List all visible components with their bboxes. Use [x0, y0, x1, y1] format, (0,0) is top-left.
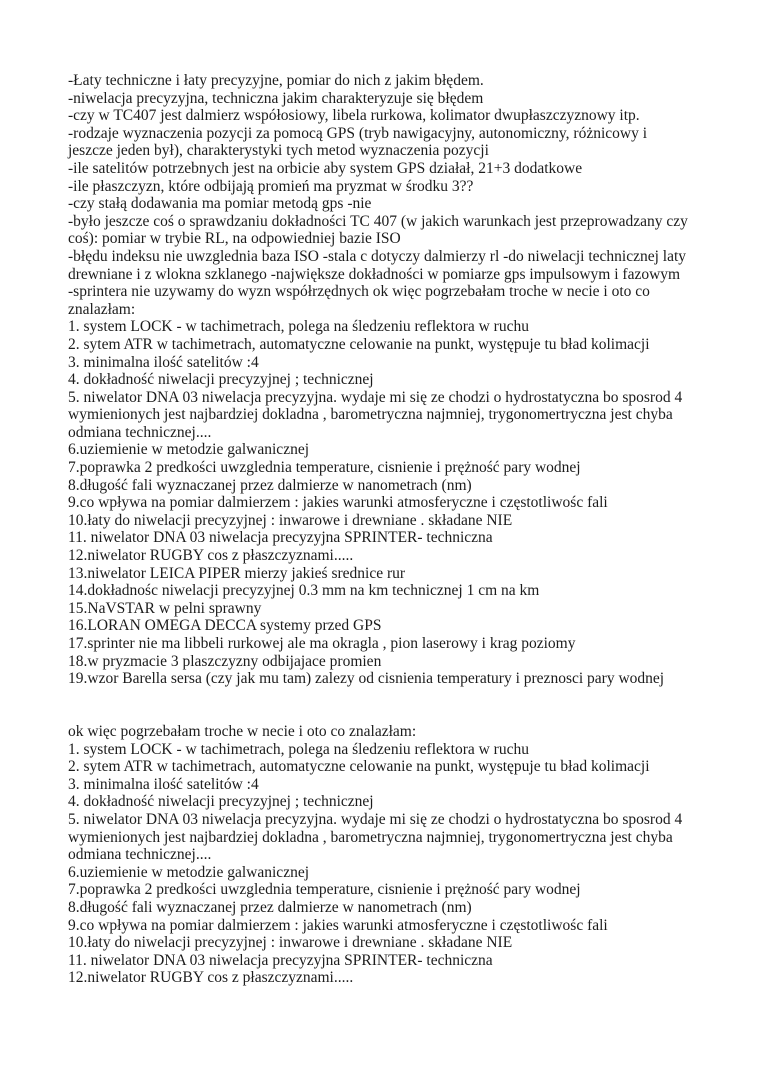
document-line: 16.LORAN OMEGA DECCA systemy przed GPS — [68, 617, 382, 635]
document-line: -ile satelitów potrzebnych jest na orbicie aby system GPS działał, 21+3 dodatkowe — [68, 159, 583, 177]
document-line: -Łaty techniczne i łaty precyzyjne, pomiar do nich z jakim błędem. — [68, 72, 484, 89]
document-line: coś): pomiar w trybie RL, na odpowiedniej bazie ISO — [68, 230, 401, 248]
document-line: 7.poprawka 2 predkości uwzglednia temperature, cisnienie i prężność pary wodnej — [68, 881, 581, 899]
document-line: 8.długość fali wyznaczanej przez dalmierze w nanometrach (nm) — [68, 476, 472, 494]
document-line: 7.poprawka 2 predkości uwzglednia temperature, cisnienie i prężność pary wodnej — [68, 459, 581, 477]
document-line: 3. minimalna ilość satelitów :4 — [68, 775, 259, 793]
document-line: drewniane i z wlokna szklanego -największe dokładności w pomiarze gps impulsowym i fazowym — [68, 265, 681, 283]
document-line: -czy stałą dodawania ma pomiar metodą gps -nie — [68, 195, 372, 213]
document-line: 10.łaty do niwelacji precyzyjnej : inwarowe i drewniane . składane NIE — [68, 511, 513, 529]
document-line: 10.łaty do niwelacji precyzyjnej : inwarowe i drewniane . składane NIE — [68, 934, 513, 952]
notes-block-2 — [68, 723, 718, 987]
document-line: 12.niwelator RUGBY cos z płaszczyznami..... — [68, 969, 354, 987]
document-line: -błędu indeksu nie uwzglednia baza ISO -stala c dotyczy dalmierzy rl -do niwelacji technicznej laty — [68, 247, 687, 265]
document-line: 15.NaVSTAR w pelni sprawny — [68, 599, 262, 617]
document-line: 14.dokładnośc niwelacji precyzyjnej 0.3 mm na km technicznej 1 cm na km — [68, 582, 540, 600]
document-line: jeszcze jeden był), charakterystyki tych metod wyznaczenia pozycji — [68, 142, 489, 160]
document-line: wymienionych jest najbardziej dokladna , barometryczna najmniej, trygonomertryczna jest chyba — [68, 828, 673, 846]
document-line: 3. minimalna ilość satelitów :4 — [68, 353, 259, 371]
document-line: 1. system LOCK - w tachimetrach, polega na śledzeniu reflektora w ruchu — [68, 318, 529, 336]
document-line: 4. dokładność niwelacji precyzyjnej ; technicznej — [68, 371, 374, 389]
document-line: 11. niwelator DNA 03 niwelacja precyzyjna SPRINTER- techniczna — [68, 529, 493, 547]
document-line: 18.w pryzmacie 3 plaszczyzny odbijajace promien — [68, 652, 382, 670]
document-line: 13.niwelator LEICA PIPER mierzy jakieś srednice rur — [68, 564, 406, 582]
document-line: 6.uziemienie w metodzie galwanicznej — [68, 863, 310, 881]
document-line: 8.długość fali wyznaczanej przez dalmierze w nanometrach (nm) — [68, 898, 472, 916]
document-line: 12.niwelator RUGBY cos z płaszczyznami..... — [68, 547, 354, 565]
document-line: ok więc pogrzebałam troche w necie i oto co znalazłam: — [68, 723, 417, 740]
document-line: -było jeszcze coś o sprawdzaniu dokładności TC 407 (w jakich warunkach jest przeprowadzany czy — [68, 212, 688, 230]
document-line: 5. niwelator DNA 03 niwelacja precyzyjna. wydaje mi się ze chodzi o hydrostatyczna bo sposrod 4 — [68, 388, 683, 406]
document-line: znalazłam: — [68, 300, 136, 318]
document-line: 6.uziemienie w metodzie galwanicznej — [68, 441, 310, 459]
document-line: 2. sytem ATR w tachimetrach, automatyczne celowanie na punkt, występuje tu bład kolimacji — [68, 758, 650, 776]
document-line: 9.co wpływa na pomiar dalmierzem : jakies warunki atmosferyczne i częstotliwośc fali — [68, 916, 608, 934]
notes-block-1 — [68, 72, 718, 688]
document-line: -niwelacja precyzyjna, techniczna jakim charakteryzuje się błędem — [68, 89, 484, 107]
document-line: 5. niwelator DNA 03 niwelacja precyzyjna. wydaje mi się ze chodzi o hydrostatyczna bo sposrod 4 — [68, 810, 683, 828]
document-line: 4. dokładność niwelacji precyzyjnej ; technicznej — [68, 793, 374, 811]
document-line: 17.sprinter nie ma libbeli rurkowej ale ma okragla , pion laserowy i krag poziomy — [68, 635, 576, 652]
document-line: 9.co wpływa na pomiar dalmierzem : jakies warunki atmosferyczne i częstotliwośc fali — [68, 494, 608, 512]
document-line: 19.wzor Barella sersa (czy jak mu tam) zalezy od cisnienia temperatury i preznosci pary wodnej — [68, 670, 665, 688]
document-line: -ile płaszczyzn, które odbijają promień ma pryzmat w środku 3?? — [68, 177, 474, 195]
document-line: odmiana technicznej.... — [68, 846, 212, 864]
document-line: odmiana technicznej.... — [68, 423, 212, 441]
document-line: -czy w TC407 jest dalmierz współosiowy, libela rurkowa, kolimator dwupłaszczyznowy itp. — [68, 107, 640, 125]
document-line: -rodzaje wyznaczenia pozycji za pomocą GPS (tryb nawigacyjny, autonomiczny, różnicowy i — [68, 124, 648, 142]
document-line: 11. niwelator DNA 03 niwelacja precyzyjna SPRINTER- techniczna — [68, 951, 493, 969]
document-line: wymienionych jest najbardziej dokladna , barometryczna najmniej, trygonomertryczna jest chyba — [68, 406, 673, 424]
document-line: 2. sytem ATR w tachimetrach, automatyczne celowanie na punkt, występuje tu bład kolimacji — [68, 335, 650, 353]
document-line: -sprintera nie uzywamy do wyzn współrzędnych ok więc pogrzebałam troche w necie i oto co — [68, 283, 650, 301]
document-line: 1. system LOCK - w tachimetrach, polega na śledzeniu reflektora w ruchu — [68, 740, 529, 758]
